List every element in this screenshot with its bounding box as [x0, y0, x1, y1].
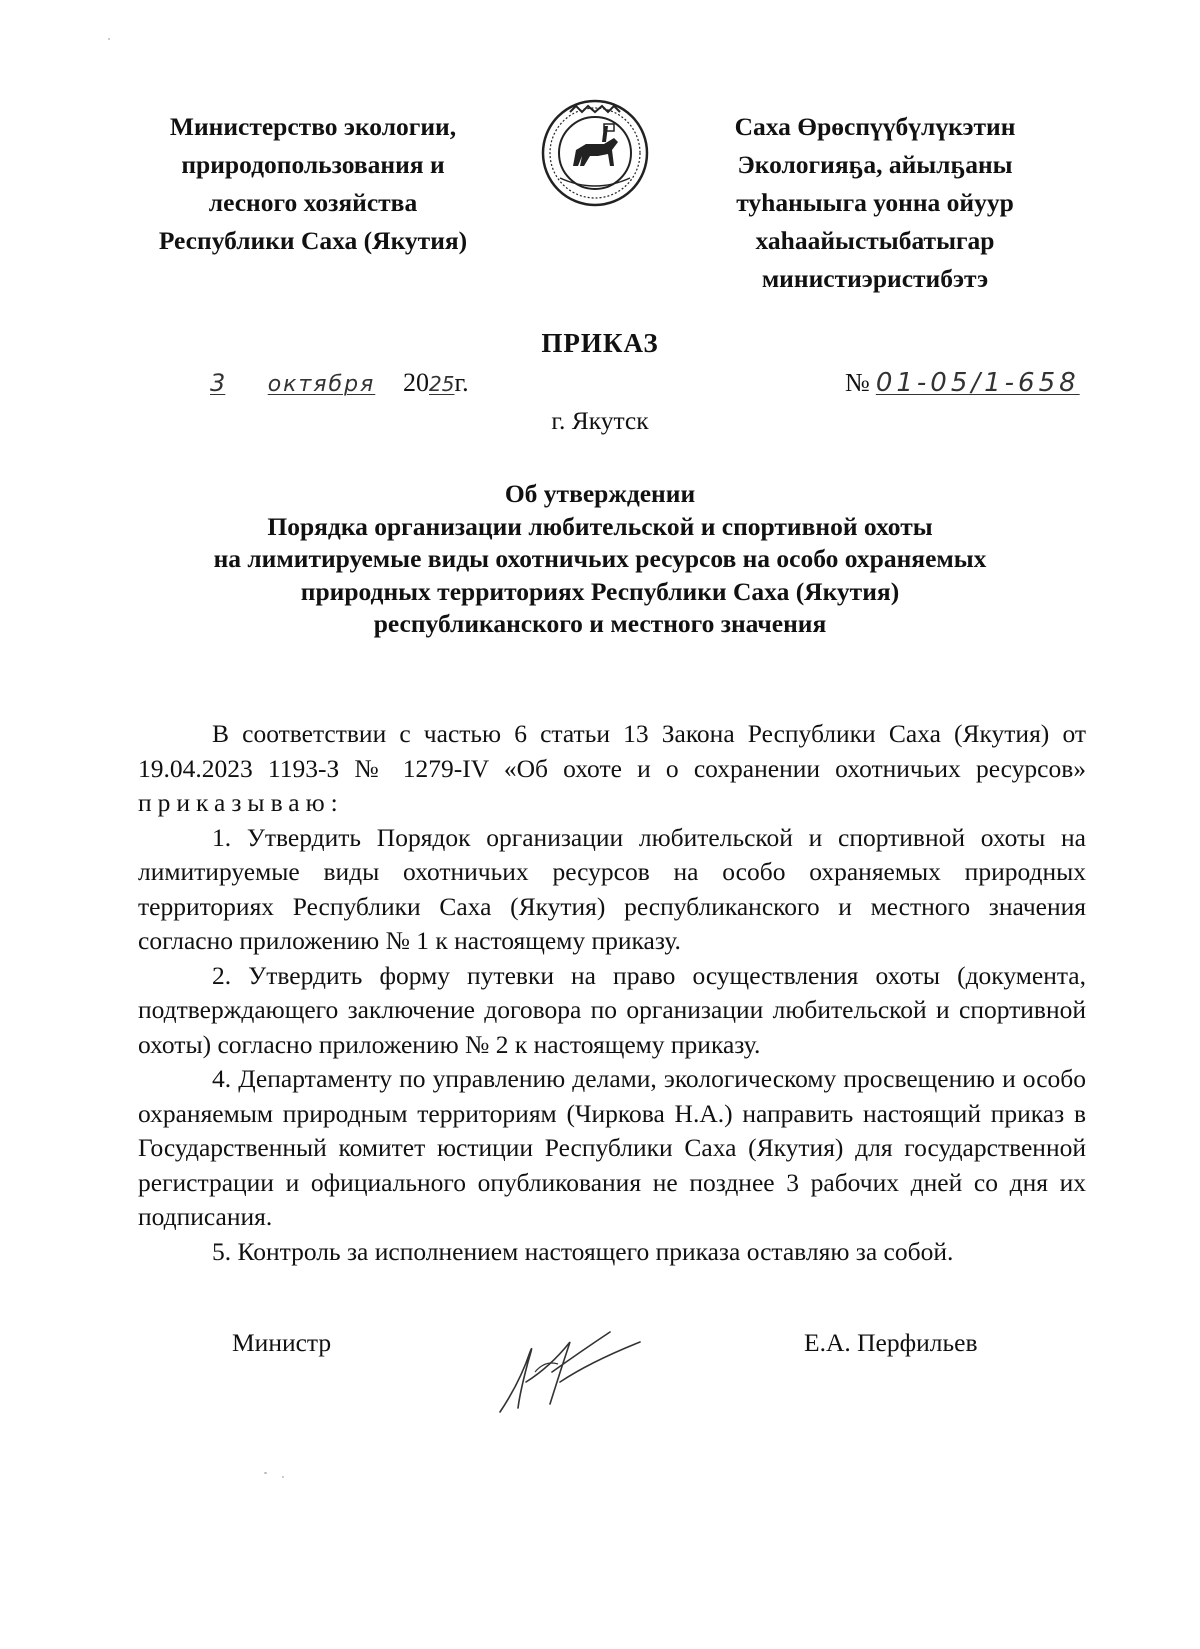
ministry-line: туһаныыга уонна ойуур [736, 188, 1014, 217]
ministry-name-yakut [700, 108, 1050, 298]
scan-speck [264, 1472, 267, 1474]
date-year-suffix: 25 [429, 372, 455, 396]
ministry-line: министиэристибэтэ [761, 264, 989, 293]
number-sign: № [845, 368, 870, 397]
ministry-line: хаһаайыстыбатыгар [755, 226, 995, 255]
number-value: 01-05/1-658 [875, 368, 1080, 398]
ministry-line: природопользования и [181, 150, 445, 179]
order-city: г. Якутск [551, 406, 649, 435]
order-item: 1. Утвердить Порядок организации любительской и спортивной охоты на лимитируемые виды охотничьих ресурсов на особо охраняемых природных территориях Республики Саха (Якутия) республиканского и местного значения согласно приложению № 1 к настоящему приказу. [138, 822, 1086, 955]
subject-line: Об утверждении [504, 479, 696, 508]
signer-name: Е.А. Перфильев [804, 1328, 978, 1357]
ministry-line: Министерство экологии, [169, 112, 457, 141]
subject-line: Порядка организации любительской и спортивной охоты [267, 511, 933, 541]
handwritten-signature [490, 1312, 650, 1422]
ministry-line: Республики Саха (Якутия) [158, 226, 468, 255]
coat-of-arms-emblem-icon [540, 98, 650, 208]
signer-role: Министр [232, 1328, 332, 1357]
ministry-name-russian [148, 108, 478, 260]
date-month: октября [267, 372, 376, 397]
order-word: приказываю: [138, 788, 344, 817]
ministry-line: Саха Өрөспүүбүлүкэтин [734, 112, 1016, 141]
scan-speck [282, 1476, 284, 1478]
order-date [210, 368, 469, 398]
date-year-prefix: 20 [403, 368, 429, 397]
preamble-paragraph [138, 717, 1086, 821]
date-day: 3 [210, 369, 226, 397]
scan-speck [108, 38, 110, 40]
order-body [138, 717, 1086, 1269]
ministry-line: лесного хозяйства [208, 188, 418, 217]
order-item: 2. Утвердить форму путевки на право осуществления охоты (документа, подтверждающего заключение договора по организации любительской и спортивной охоты) согласно приложению № 2 к настоящему приказу. [138, 960, 1086, 1059]
order-item: 4. Департаменту по управлению делами, экологическому просвещению и особо охраняемым природным территориям (Чиркова Н.А.) направить настоящий приказ в Государственный комитет юстиции Республики Саха (Якутия) для государственной регистрации и официального опубликования не позднее 3 рабочих дней со дня их подписания. [138, 1064, 1086, 1231]
preamble-text: В соответствии с частью 6 статьи 13 Закона Республики Саха (Якутия) от 19.04.2023 1193-З № 1279-IV «Об охоте и о сохранении охотничьих ресурсов» [138, 719, 1086, 783]
order-subject [100, 478, 1100, 641]
subject-line: республиканского и местного значения [373, 609, 827, 638]
subject-line: природных территориях Республики Саха (Якутия) [300, 576, 900, 606]
order-number [845, 368, 1080, 398]
subject-line: на лимитируемые виды охотничьих ресурсов на особо охраняемых [213, 544, 987, 573]
date-unit: г. [454, 368, 469, 397]
order-title: ПРИКАЗ [541, 328, 659, 358]
ministry-line: Экологияҕа, айылҕаны [737, 150, 1013, 179]
order-item: 5. Контроль за исполнением настоящего приказа оставляю за собой. [212, 1236, 954, 1266]
